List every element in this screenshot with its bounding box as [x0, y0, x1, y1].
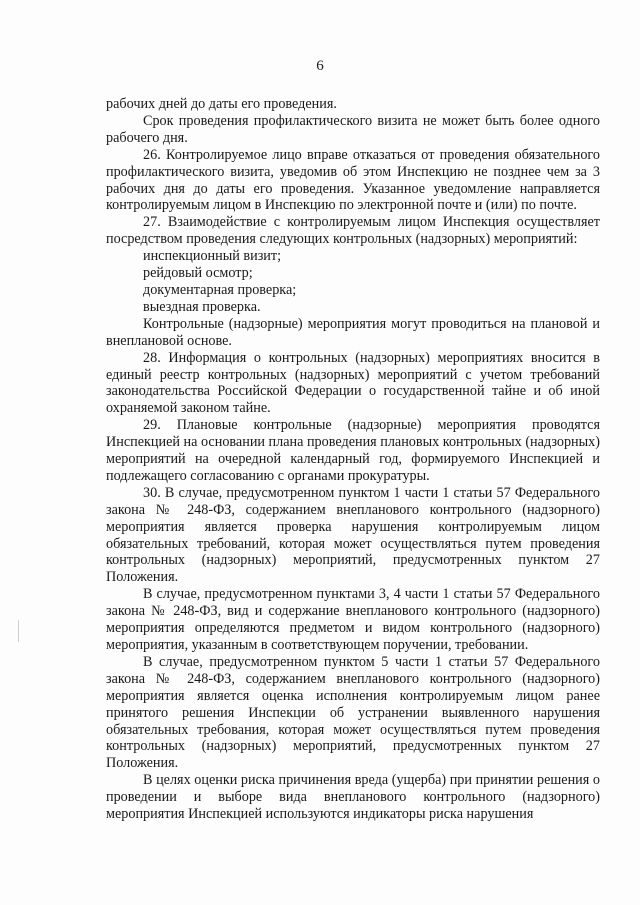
paragraph: Срок проведения профилактического визита не может быть более одного рабочего дня.	[106, 112, 600, 146]
scan-margin-mark	[18, 620, 19, 642]
paragraph: Контрольные (надзорные) мероприятия могут проводиться на плановой и внеплановой основе.	[106, 315, 600, 349]
list-item: рейдовый осмотр;	[143, 265, 253, 282]
page-number: 6	[316, 58, 324, 74]
paragraph-27: 27. Взаимодействие с контролируемым лицом Инспекция осуществляет посредством проведения следующих контрольных (надзорных) мероприятий:	[106, 214, 600, 248]
paragraph-30: 30. В случае, предусмотренном пунктом 1 части 1 статьи 57 Федерального закона № 248-ФЗ, содержанием внепланового контрольного (надзорного) мероприятия является проверка нарушения контролируемым лицом обязательных требований, которая может осуществляться путем проведения контрольных (надзорных) мероприятий, предусмотренных пунктом 27 Положения.	[106, 484, 600, 586]
paragraph: В целях оценки риска причинения вреда (ущерба) при принятии решения о проведении и выборе вида внепланового контрольного (надзорного) мероприятия Инспекцией используются индикаторы риска нарушения	[106, 772, 600, 823]
paragraph: рабочих дней до даты его проведения.	[106, 96, 337, 112]
list-item: выездная проверка.	[143, 298, 261, 315]
list-item: инспекционный визит;	[143, 248, 282, 265]
paragraph-29: 29. Плановые контрольные (надзорные) мероприятия проводятся Инспекцией на основании плана проведения плановых контрольных (надзорных) мероприятий на очередной календарный год, формируемого Инспекцией и подлежащего согласованию с органами прокуратуры.	[106, 417, 600, 484]
list-item: документарная проверка;	[143, 281, 297, 298]
paragraph-28: 28. Информация о контрольных (надзорных) мероприятиях вносится в единый реестр контрольных (надзорных) мероприятий с учетом требований законодательства Российской Федерации о государственной тайне и об иной охраняемой законом тайне.	[106, 349, 600, 417]
paragraph: В случае, предусмотренном пунктом 5 части 1 статьи 57 Федерального закона № 248-ФЗ, содержанием внепланового контрольного (надзорного) мероприятия является оценка исполнения контролируемым лицом ранее принятого решения Инспекции об устранении выявленного нарушения обязательных требования, которая может осуществляться путем проведения контрольных (надзорных) мероприятий, предусмотренных пунктом 27 Положения.	[106, 653, 600, 772]
document-body	[106, 96, 600, 823]
paragraph-26: 26. Контролируемое лицо вправе отказаться от проведения обязательного профилактического визита, уведомив об этом Инспекцию не позднее чем за 3 рабочих дня до даты его проведения. Указанное уведомление направляется контролируемым лицом в Инспекцию по электронной почте и (или) по почте.	[106, 146, 600, 214]
paragraph: В случае, предусмотренном пунктами 3, 4 части 1 статьи 57 Федерального закона № 248-ФЗ, вид и содержание внепланового контрольного (надзорного) мероприятия определяются предметом и видом контрольного (надзорного) мероприятия, указанным в соответствующем поручении, требовании.	[106, 586, 600, 653]
